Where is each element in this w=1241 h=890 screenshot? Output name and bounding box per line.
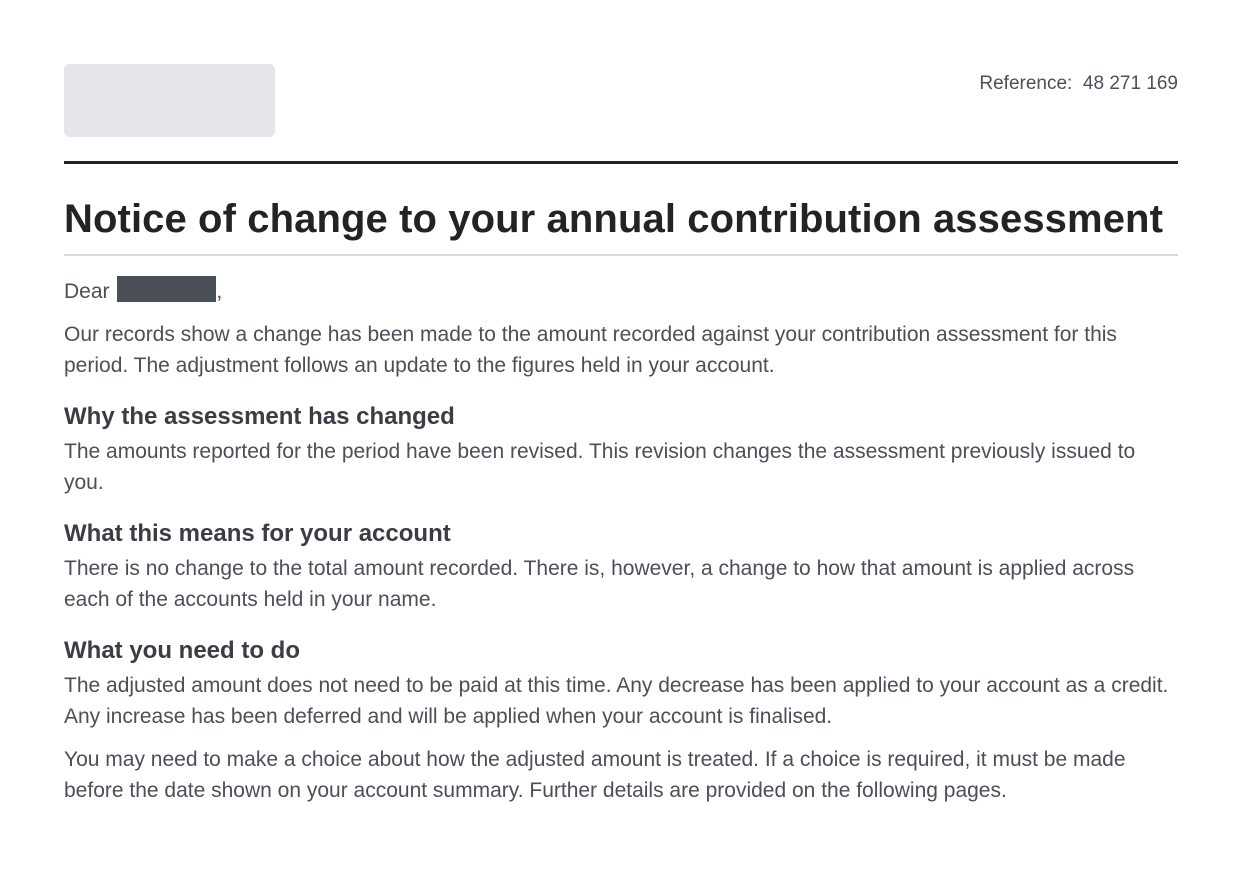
- logo-placeholder: [64, 64, 275, 137]
- section-heading-account-impact: What this means for your account: [64, 520, 451, 547]
- reference-line: [979, 73, 1178, 95]
- document-header: [64, 64, 1178, 137]
- reference-label: Reference:: [979, 73, 1073, 94]
- document-title: Notice of change to your annual contribution assessment: [64, 197, 1163, 241]
- title-divider: [64, 254, 1178, 256]
- greeting: [64, 276, 1178, 307]
- salutation: Dear: [64, 280, 110, 303]
- section-heading-what-to-do: What you need to do: [64, 637, 300, 664]
- section-paragraph: You may need to make a choice about how the adjusted amount is treated. If a choice is required, it must be made before the date shown on your account summary. Further details are provided on the following pages.: [64, 748, 1126, 802]
- header-divider: [64, 161, 1178, 164]
- letter-body: [64, 276, 1178, 818]
- section-paragraph: There is no change to the total amount recorded. There is, however, a change to how that amount is applied across each of the accounts held in your name.: [64, 557, 1135, 611]
- document-page: [64, 64, 1178, 802]
- section-paragraph: The amounts reported for the period have been revised. This revision changes the assessment previously issued to you.: [64, 440, 1136, 494]
- greeting-comma: ,: [216, 280, 223, 303]
- intro-paragraph: Our records show a change has been made to the amount recorded against your contribution assessment for this period. The adjustment follows an update to the figures held in your account.: [64, 323, 1117, 377]
- reference-number: 48 271 169: [1082, 73, 1178, 94]
- section-heading-why-changed: Why the assessment has changed: [64, 403, 455, 430]
- redacted-name: [117, 276, 216, 302]
- section-paragraph: The adjusted amount does not need to be paid at this time. Any decrease has been applied to your account as a credit. Any increase has been deferred and will be applied when your account is finalised.: [64, 674, 1169, 728]
